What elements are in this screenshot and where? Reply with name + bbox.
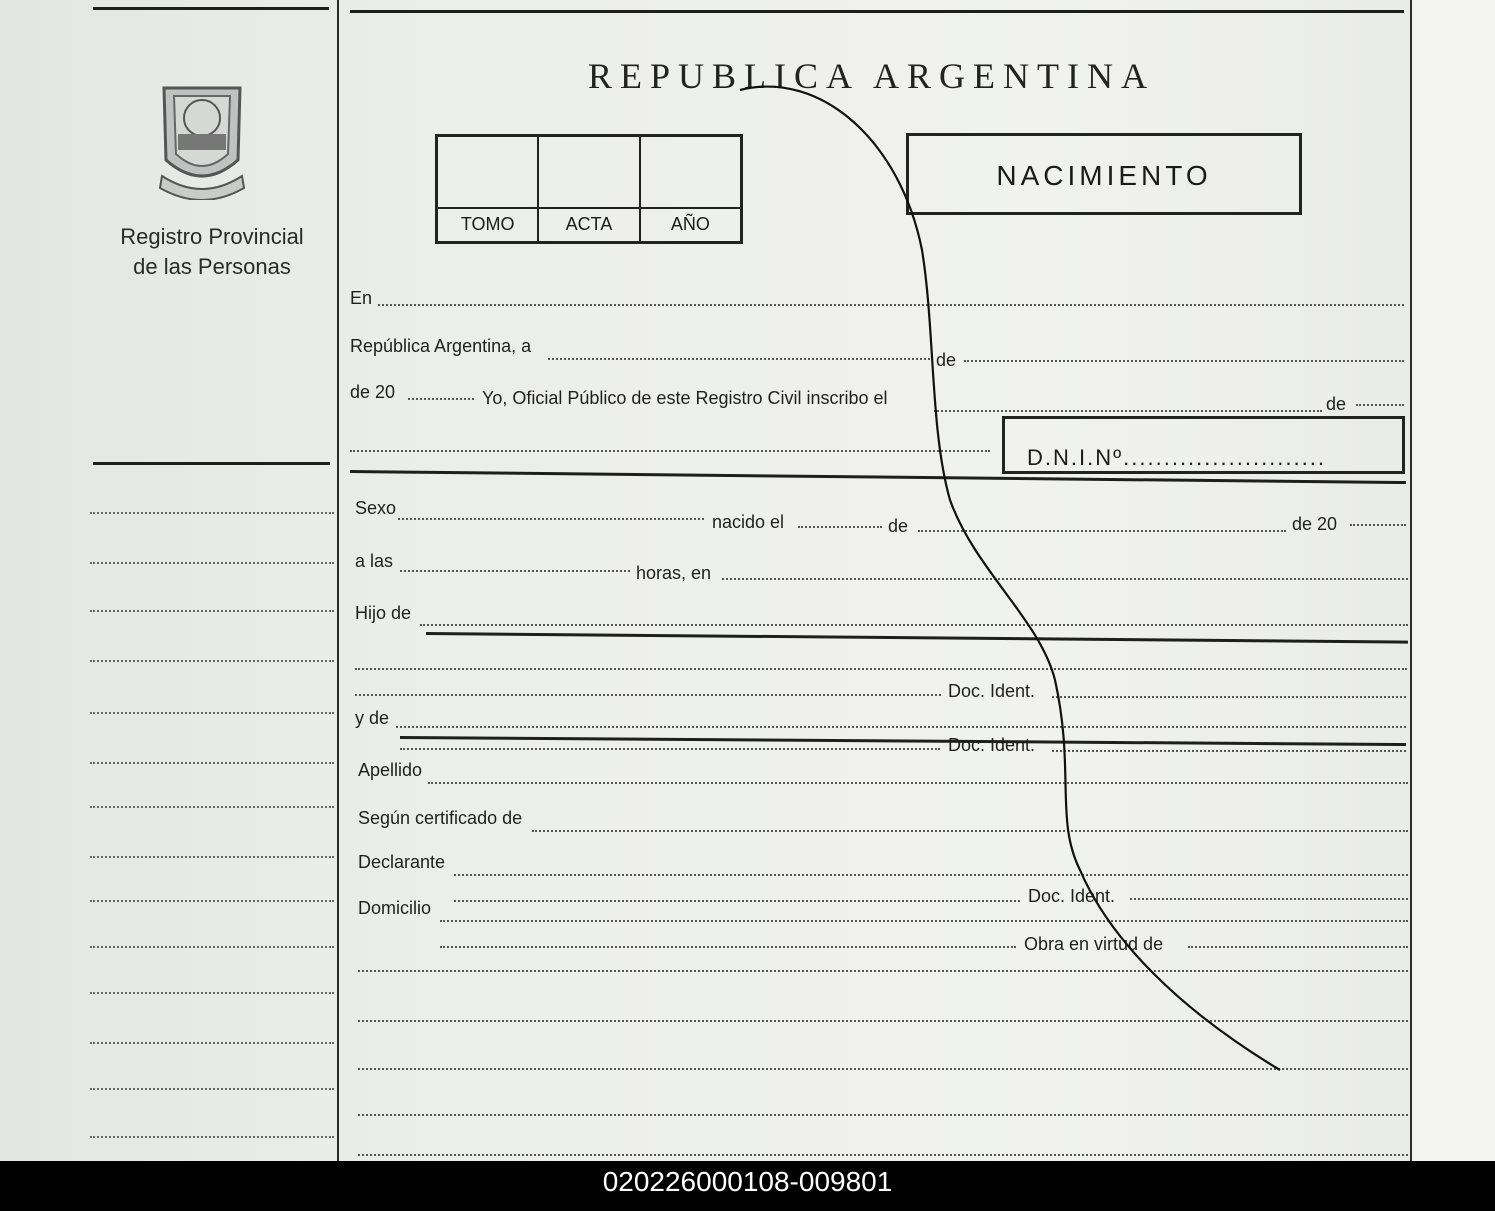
registry-name-line1: Registro Provincial [120, 224, 304, 249]
dni-box[interactable]: D.N.I.Nº......................... [1002, 416, 1405, 474]
label-segun: Según certificado de [358, 808, 523, 828]
dni-label: D.N.I.Nº [1027, 445, 1124, 470]
label-de-mes: de [936, 350, 957, 370]
tomo-label: TOMO [438, 207, 537, 241]
label-oficial: Yo, Oficial Público de este Registro Civil inscribo el [482, 388, 888, 408]
label-republica: República Argentina, a [350, 336, 532, 356]
label-nacido: nacido el [712, 512, 785, 532]
registry-name-line2: de las Personas [133, 254, 291, 279]
label-doc-ident-2: Doc. Ident. [948, 735, 1036, 755]
certificate-type-box: NACIMIENTO [906, 133, 1302, 215]
label-de-20: de 20 [350, 382, 396, 402]
label-hijo: Hijo de [355, 603, 412, 623]
page-title: REPUBLICA ARGENTINA [588, 56, 1156, 96]
label-en: En [350, 288, 373, 308]
acta-label: ACTA [539, 207, 638, 241]
label-domicilio: Domicilio [358, 898, 432, 918]
label-sexo: Sexo [355, 498, 397, 518]
label-doc-ident-3: Doc. Ident. [1028, 886, 1116, 906]
label-y-de: y de [355, 708, 390, 728]
label-de-nacido: de [888, 516, 909, 536]
anio-label: AÑO [641, 207, 740, 241]
label-horas: horas, en [636, 563, 712, 583]
label-obra: Obra en virtud de [1024, 934, 1164, 954]
label-de-inscribo: de [1326, 394, 1347, 414]
label-de-20-nacido: de 20 [1292, 514, 1338, 534]
label-apellido: Apellido [358, 760, 423, 780]
label-declarante: Declarante [358, 852, 446, 872]
label-a-las: a las [355, 551, 394, 571]
barcode-footer: 020226000108-009801 [0, 1161, 1495, 1211]
label-doc-ident-1: Doc. Ident. [948, 681, 1036, 701]
